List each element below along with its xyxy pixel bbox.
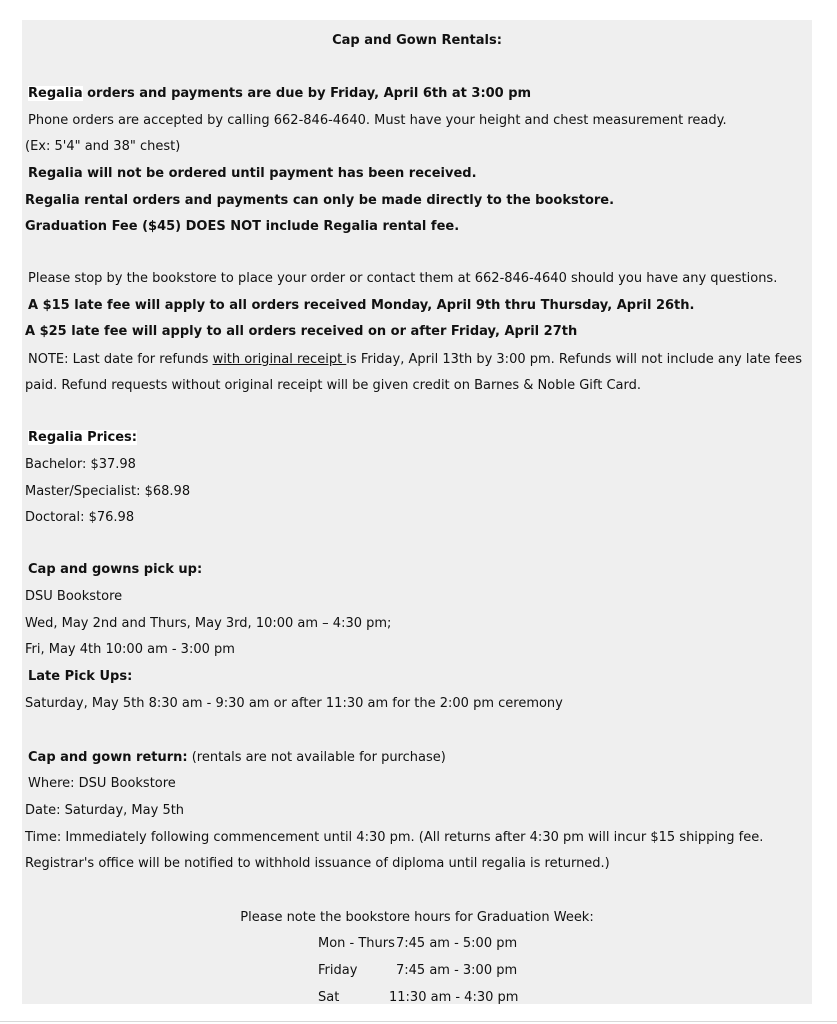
phone-orders: Phone orders are accepted by calling 662-846-4640. Must have your height and chest measurement ready. <box>28 113 727 128</box>
hours-heading: Please note the bookstore hours for Graduation Week: <box>240 910 594 925</box>
refund-note <box>28 351 802 368</box>
pickup-location: DSU Bookstore <box>25 589 123 604</box>
return-time: Time: Immediately following commencement until 4:30 pm. (All returns after 4:30 pm will incur $15 shipping fee. <box>25 830 764 845</box>
hours-time-friday: 7:45 am - 3:00 pm <box>396 963 518 978</box>
deadline-text: orders and payments are due by Friday, April 6th at 3:00 pm <box>82 86 532 101</box>
direct-only-notice: Regalia rental orders and payments can only be made directly to the bookstore. <box>25 193 615 208</box>
late-fee-25: A $25 late fee will apply to all orders received on or after Friday, April 27th <box>25 324 578 339</box>
bottom-divider <box>0 1021 837 1022</box>
late-pickup-line: Saturday, May 5th 8:30 am - 9:30 am or after 11:30 am for the 2:00 pm ceremony <box>25 696 563 711</box>
hours-day-friday: Friday <box>318 963 358 978</box>
pickup-fri: Fri, May 4th 10:00 am - 3:00 pm <box>25 642 235 657</box>
hours-day-mon-thurs: Mon - Thurs <box>318 936 395 951</box>
not-ordered-notice: Regalia will not be ordered until payment has been received. <box>28 166 477 181</box>
hours-time-sat: 11:30 am - 4:30 pm <box>389 990 519 1005</box>
late-pickup-heading: Late Pick Ups: <box>28 669 133 684</box>
pickup-wed-thurs: Wed, May 2nd and Thurs, May 3rd, 10:00 am – 4:30 pm; <box>25 616 392 631</box>
prices-heading-text: Regalia Prices: <box>28 430 137 445</box>
prices-heading <box>28 429 137 446</box>
price-master: Master/Specialist: $68.98 <box>25 484 191 499</box>
stop-by-notice: Please stop by the bookstore to place your order or contact them at 662-846-4640 should you have any questions. <box>28 271 778 286</box>
refund-note-start: NOTE: Last date for refunds <box>28 352 213 367</box>
refund-note-underlined: with original receipt <box>212 352 347 367</box>
deadline-line <box>28 85 531 102</box>
deadline-highlight: Regalia <box>28 86 83 101</box>
late-fee-15: A $15 late fee will apply to all orders received Monday, April 9th thru Thursday, April 26th. <box>28 298 695 313</box>
hours-time-mon-thurs: 7:45 am - 5:00 pm <box>396 936 518 951</box>
price-doctoral: Doctoral: $76.98 <box>25 510 135 525</box>
page-title: Cap and Gown Rentals: <box>332 33 502 48</box>
refund-note-end: is Friday, April 13th by 3:00 pm. Refunds will not include any late fees <box>346 352 803 367</box>
return-heading: Cap and gown return: <box>28 750 188 765</box>
pickup-heading: Cap and gowns pick up: <box>28 562 203 577</box>
hours-day-sat: Sat <box>318 990 340 1005</box>
return-date: Date: Saturday, May 5th <box>25 803 185 818</box>
measurement-example: (Ex: 5'4" and 38" chest) <box>25 139 181 154</box>
return-heading-line <box>28 749 446 766</box>
document-page <box>22 20 812 1004</box>
price-bachelor: Bachelor: $37.98 <box>25 457 136 472</box>
return-heading-note: (rentals are not available for purchase) <box>187 750 446 765</box>
refund-note-line2: paid. Refund requests without original receipt will be given credit on Barnes & Noble Gift Card. <box>25 378 642 393</box>
return-where: Where: DSU Bookstore <box>28 776 176 791</box>
return-registrar: Registrar's office will be notified to withhold issuance of diploma until regalia is returned.) <box>25 856 610 871</box>
graduation-fee-notice: Graduation Fee ($45) DOES NOT include Regalia rental fee. <box>25 219 460 234</box>
